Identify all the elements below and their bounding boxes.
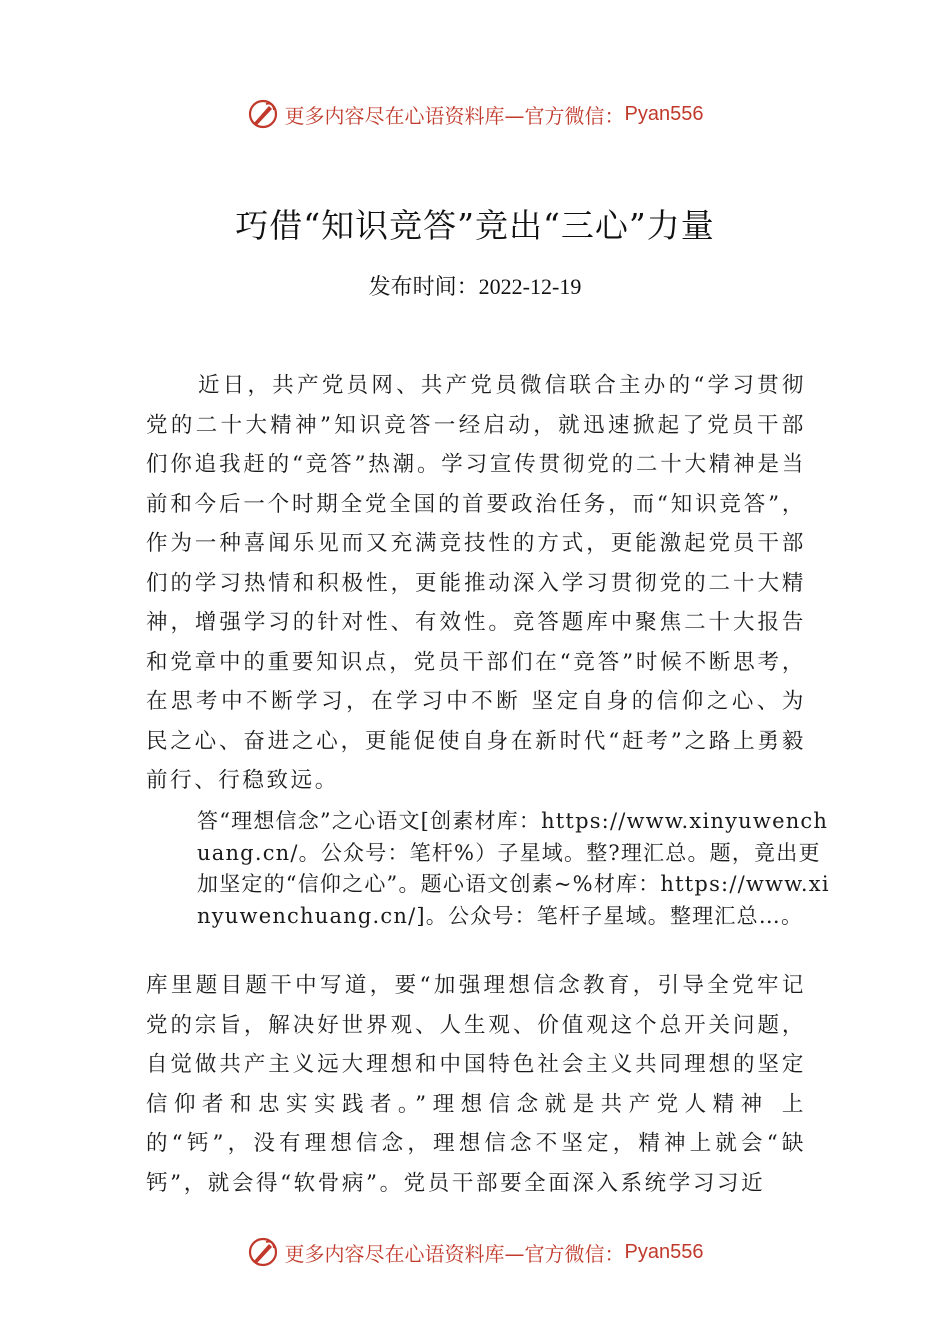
- header-wechat-id: Pyan556: [624, 102, 704, 125]
- publish-date-value: 2022-12-19: [478, 274, 582, 299]
- paragraph-body: 库里题目题干中写道，要“加强理想信念教育，引导全党牢记党的宗旨，解决好世界观、人生观、价值观这个总开关问题，自觉做共产主义远大理想和中国特色社会主义共同理想的坚定信仰者和忠实实践者。”理想信念就是共产党人精神 上的“钙”，没有理想信念，理想信念不坚定，精神上就会“缺钙”，就会得“软骨病”。党员干部要全面深入系统学习习近: [146, 973, 806, 1196]
- pen-circle-logo-icon: [247, 1236, 279, 1268]
- pen-circle-logo-icon: [247, 98, 279, 130]
- publish-date-label: 发布时间：: [368, 275, 479, 300]
- header-banner: [0, 94, 950, 134]
- article-title: 巧借“知识竞答”竞出“三心”力量: [235, 206, 715, 245]
- header-banner-text: 更多内容尽在心语资料库—官方微信：: [284, 103, 625, 128]
- footer-banner-text: 更多内容尽在心语资料库—官方微信：: [284, 1241, 625, 1266]
- paragraph-section-heading: 答“理想信念”之心语文[创素材库：https://www.xinyuwenchuang.cn/。公众号：笔杆%）子星域。整?理汇总。题，竟出更加坚定的“信仰之心”。题心语文创素~%材库：https://www.xinyuwenchuang.cn/]。公众号：笔杆子星域。整理汇总…。: [197, 809, 830, 928]
- footer-wechat-id: Pyan556: [624, 1240, 704, 1263]
- publish-date: [0, 270, 950, 301]
- paragraph-intro: 近日，共产党员网、共产党员微信联合主办的“学习贯彻党的二十大精神”知识竞答一经启动，就迅速掀起了党员干部们你追我赶的“竞答”热潮。学习宣传贯彻党的二十大精神是当前和今后一个时期全党全国的首要政治任务，而“知识竞答”，作为一种喜闻乐见而又充满竞技性的方式，更能激起党员干部们的学习热情和积极性，更能推动深入学习贯彻党的二十大精神，增强学习的针对性、有效性。竞答题库中聚焦二十大报告和党章中的重要知识点，党员干部们在“竞答”时候不断思考，在思考中不断学习，在学习中不断 坚定自身的信仰之心、为民之心、奋进之心，更能促使自身在新时代“赶考”之路上勇毅前行、行稳致远。: [146, 373, 806, 793]
- footer-banner: [0, 1232, 950, 1272]
